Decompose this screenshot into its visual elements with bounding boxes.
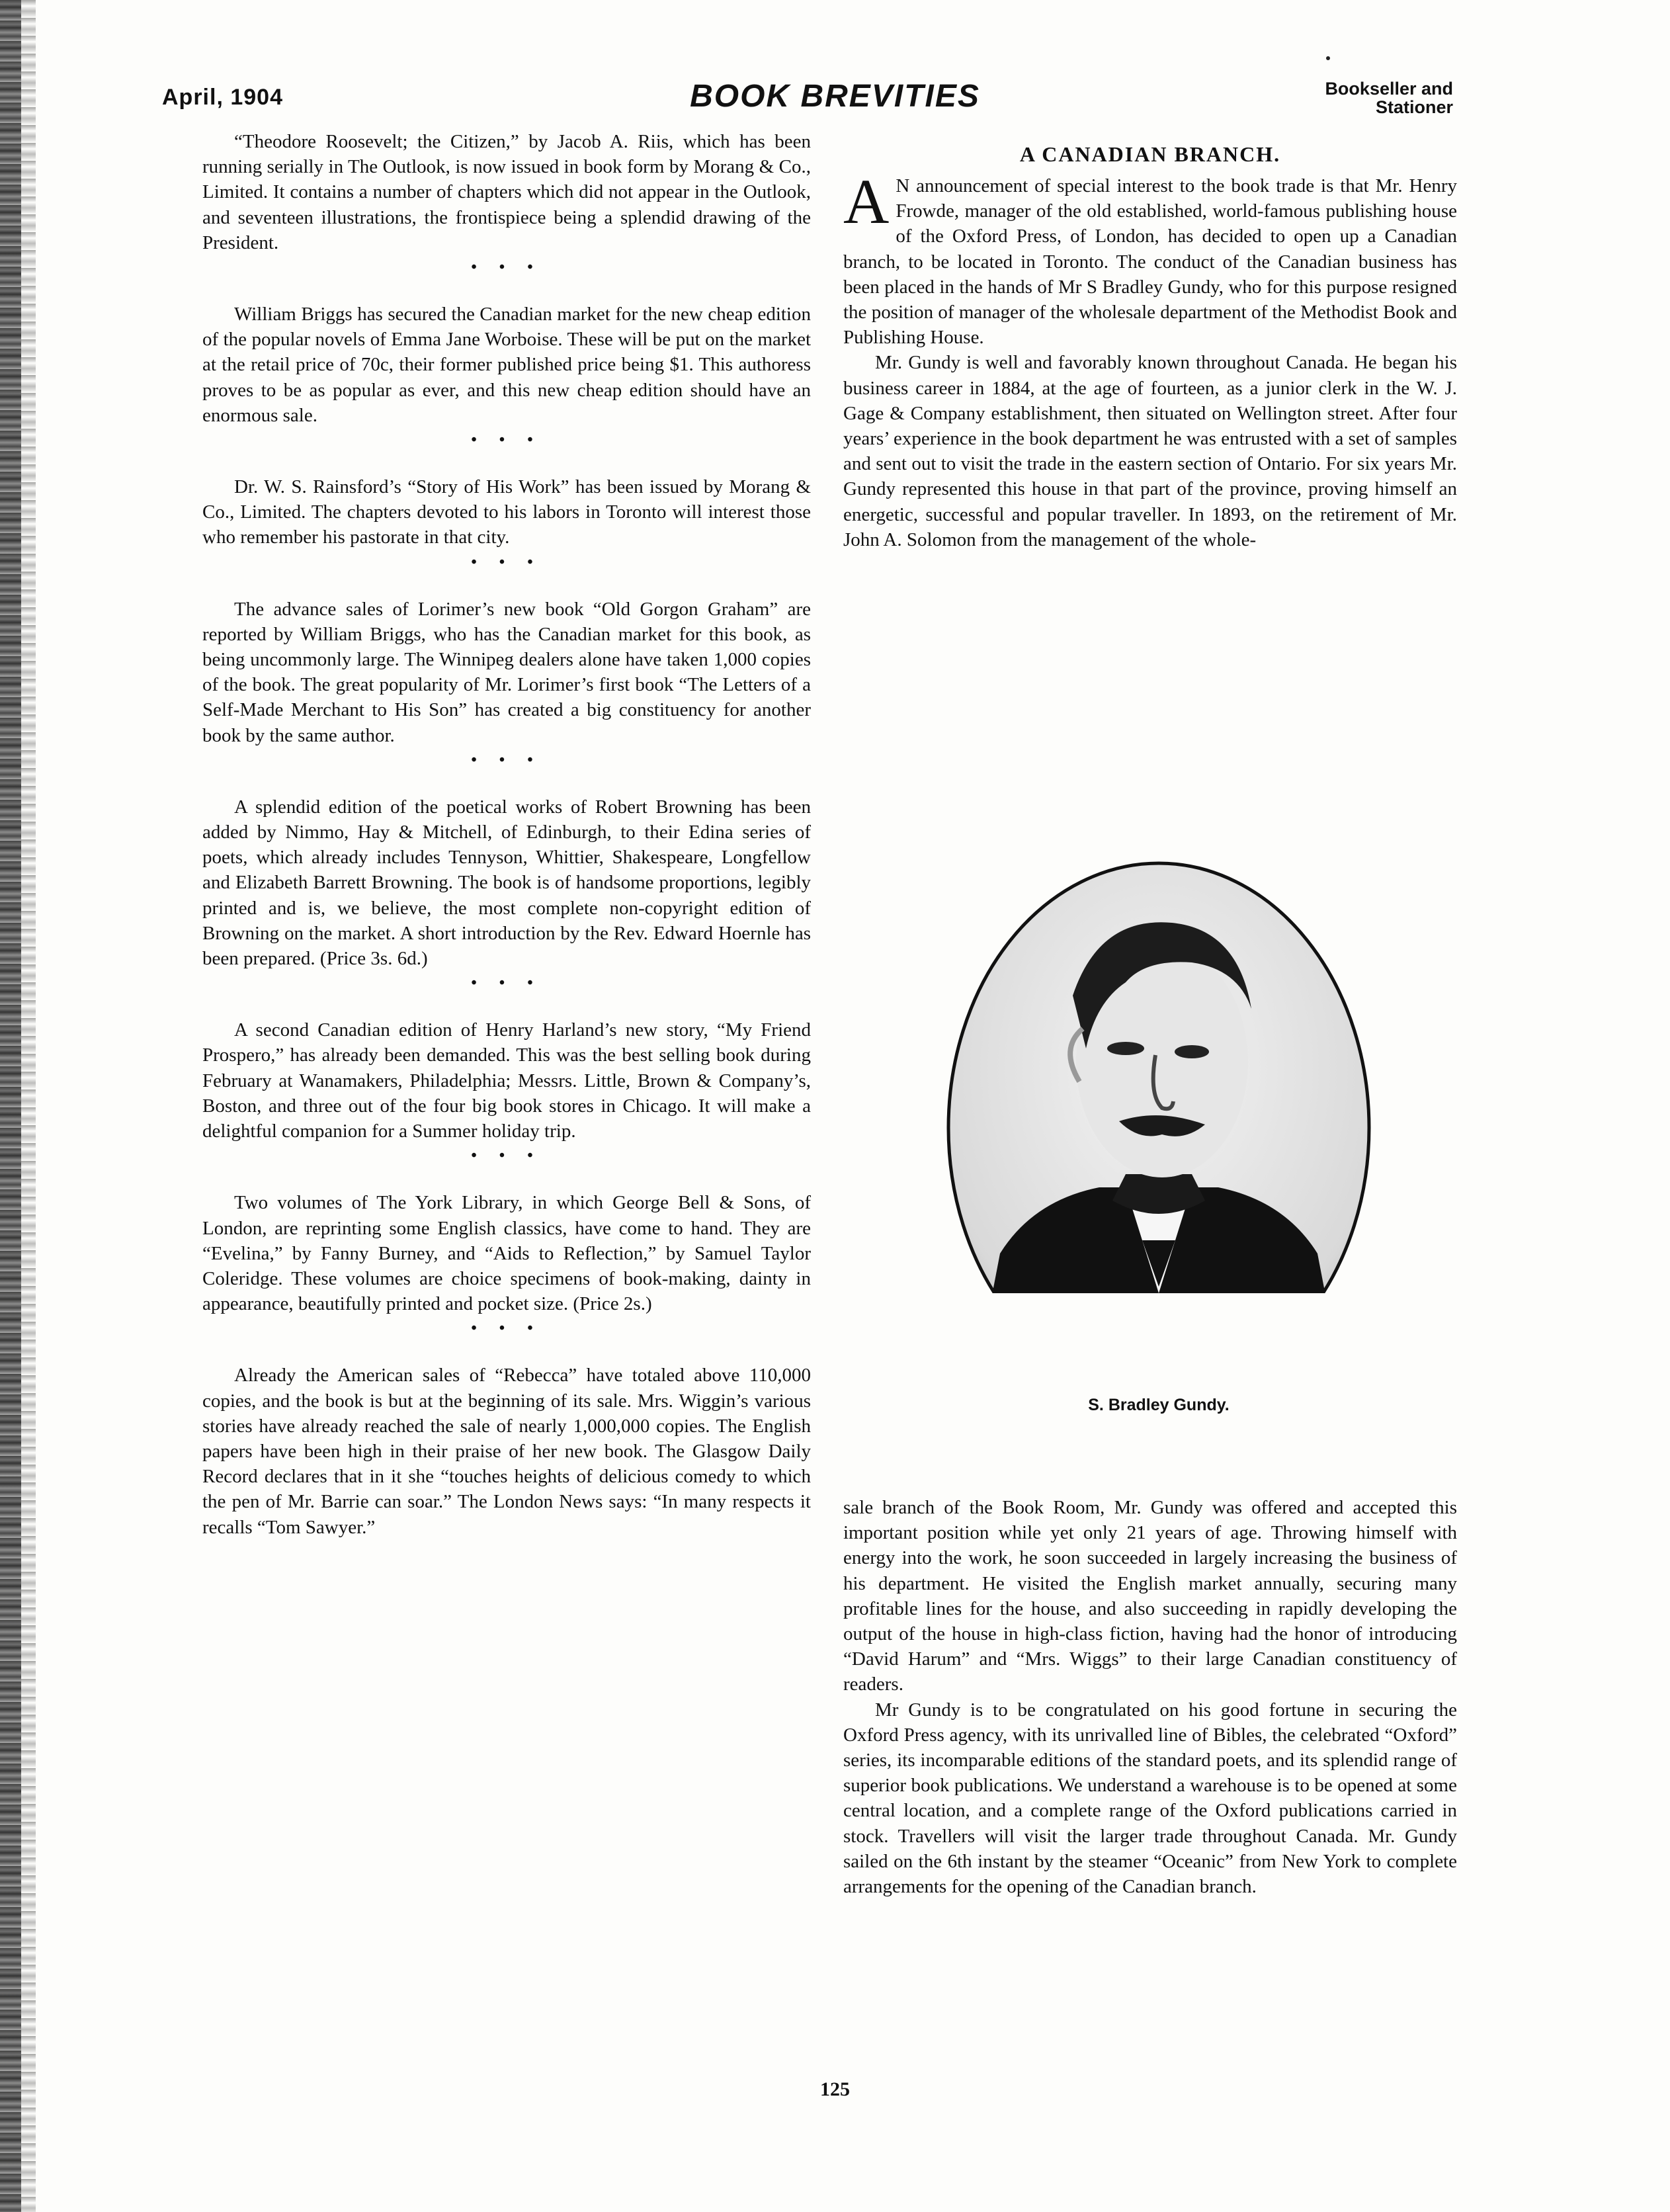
article-paragraph: sale branch of the Book Room, Mr. Gundy was offered and accepted this important position while yet only 21 years of age. Throwing himself with energy into the work, he soon succeeded in largely increasing the business of his department. He visited the English market annually, securing many profitable lines for the house, and also succeeding in rapidly developing the output of the house in high-class fiction, having had the honor of introducing “David Harum” and “Mrs. Wiggs” to their large Canadian constituency of readers.: [843, 1497, 1457, 1695]
portrait-caption: S. Bradley Gundy.: [1088, 1396, 1230, 1414]
issue-date: April, 1904: [162, 85, 283, 110]
print-speck: [1326, 56, 1330, 60]
right-column-bottom: [843, 1495, 1457, 1899]
section-separator: • • •: [471, 751, 542, 769]
publication-name: [1325, 79, 1453, 116]
section-separator: • • •: [471, 1320, 542, 1338]
drop-cap: A: [843, 166, 890, 237]
portrait-photo: [927, 830, 1390, 1293]
article-paragraph: [843, 166, 1457, 350]
brevity-paragraph: Already the American sales of “Rebecca” have totaled above 110,000 copies, and the book is but at the beginning of its sale. Mrs. Wiggin’s various stories have already reached the sale of nearly 1,000,000 copies. The English papers have been high in their praise of her new book. The Glasgow Daily Record declares that in it she “touches heights of delicious comedy to which the pen of Mr. Barrie can soar.” The London News says: “In many respects it recalls “Tom Sawyer.”: [202, 1365, 811, 1538]
article-paragraph: Mr Gundy is to be congratulated on his good fortune in securing the Oxford Press agency, with its unrivalled line of Bibles, the celebrated “Oxford” series, its incomparable editions of the standard poets, and its splendid range of superior book publications. We understand a warehouse is to be opened at some central location, and a complete range of the Oxford publications carried in stock. Travellers will visit the larger trade throughout Canada. Mr. Gundy sailed on the 6th instant by the steamer “Oceanic” from New York to complete arrangements for the opening of the Canadian branch.: [843, 1699, 1457, 1898]
page-number: 125: [820, 2078, 850, 2100]
brevity-paragraph: A second Canadian edition of Henry Harland’s new story, “My Friend Prospero,” has already been demanded. This was the best selling book during February at Wanamakers, Philadelphia; Messrs. Little, Brown & Company’s, Boston, and three out of the four big book stores in Chicago. It will make a delightful companion for a Summer holiday trip.: [202, 1019, 811, 1142]
page-binding-shadow: [21, 0, 36, 2212]
section-separator: • • •: [471, 431, 542, 449]
publication-name-line1: Bookseller and: [1325, 79, 1453, 99]
section-separator: • • •: [471, 553, 542, 571]
right-column-top: [843, 129, 1457, 552]
brevity-paragraph: Two volumes of The York Library, in which George Bell & Sons, of London, are reprinting some English classics, have come to hand. They are “Evelina,” by Fanny Burney, and “Aids to Reflection,” by Samuel Taylor Coleridge. These volumes are choice specimens of book-making, dainty in appearance, beautifully printed and pocket size. (Price 2s.): [202, 1192, 811, 1315]
brevity-paragraph: A splendid edition of the poetical works of Robert Browning has been added by Nimmo, Hay & Mitchell, of Edinburgh, to their Edina series of poets, which already includes Tennyson, Whittier, Shakespeare, Longfellow and Elizabeth Barrett Browning. The book is of handsome proportions, legibly printed and is, we believe, the most complete non-copyright edition of Browning on the market. A short introduction by the Rev. Edward Hoernle has been prepared. (Price 3s. 6d.): [202, 796, 811, 970]
publication-name-line2: Stationer: [1375, 97, 1453, 117]
article-title: A CANADIAN BRANCH.: [1019, 142, 1281, 166]
brevity-paragraph: Dr. W. S. Rainsford’s “Story of His Work” has been issued by Morang & Co., Limited. The chapters devoted to his labors in Toronto will interest those who remember his pastorate in that city.: [202, 476, 811, 548]
article-paragraph: Mr. Gundy is well and favorably known throughout Canada. He began his business career in 1884, at the age of fourteen, as a junior clerk in the W. J. Gage & Company establishment, then situated on Wellington street. After four years’ experience in the book department he was entrusted with a set of samples and sent out to visit the trade in the eastern section of Ontario. For six years Mr. Gundy represented this house in that part of the province, proving himself an energetic, successful and popular traveller. In 1893, on the retirement of Mr. John A. Solomon from the management of the whole-: [843, 352, 1457, 550]
brevity-paragraph: William Briggs has secured the Canadian market for the new cheap edition of the popular novels of Emma Jane Worboise. These will be put on the market at the retail price of 70c, their former published price being $1. This authoress proves to be as popular as ever, and this new cheap edition should have an enormous sale.: [202, 304, 811, 426]
brevity-paragraph: The advance sales of Lorimer’s new book “Old Gorgon Graham” are reported by William Briggs, who has the Canadian market for this book, as being uncommonly large. The Winnipeg dealers alone have taken 1,000 copies of the book. The great popularity of Mr. Lorimer’s first book “The Letters of a Self-Made Merchant to His Son” has created a big constituency for another book by the same author.: [202, 598, 811, 746]
section-separator: • • •: [471, 1147, 542, 1165]
article-paragraph-text: N announcement of special interest to the book trade is that Mr. Henry Frowde, manager of the old established, world-famous publishing house of the Oxford Press, of London, has decided to open up a Canadian branch, to be located in Toronto. The conduct of the Canadian business has been placed in the hands of Mr S Bradley Gundy, who for this purpose resigned the position of manager of the wholesale department of the Methodist Book and Publishing House.: [843, 175, 1457, 349]
section-separator: • • •: [471, 259, 542, 276]
section-separator: • • •: [471, 974, 542, 992]
page-binding-edge: [0, 0, 21, 2212]
left-column: [202, 129, 811, 1540]
brevity-paragraph: “Theodore Roosevelt; the Citizen,” by Jacob A. Riis, which has been running serially in The Outlook, is now issued in book form by Morang & Co., Limited. It contains a number of chapters which did not appear in the Outlook, and seventeen illustrations, the frontispiece being a splendid drawing of the President.: [202, 131, 811, 253]
page-title: BOOK BREVITIES: [690, 79, 980, 114]
